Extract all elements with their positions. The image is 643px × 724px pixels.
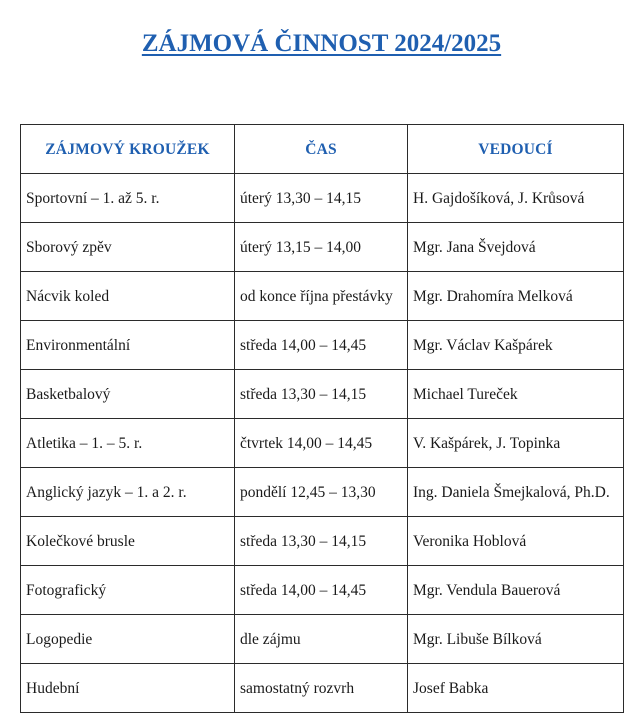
leader-cell: Michael Tureček [408, 370, 624, 419]
time-cell: středa 13,30 – 14,15 [235, 370, 408, 419]
table-row [21, 321, 624, 370]
leader-cell: V. Kašpárek, J. Topinka [408, 419, 624, 468]
time-cell: úterý 13,30 – 14,15 [235, 174, 408, 223]
page-title: ZÁJMOVÁ ČINNOST 2024/2025 [141, 30, 502, 57]
time-cell: středa 14,00 – 14,45 [235, 321, 408, 370]
column-header-time: ČAS [235, 125, 408, 174]
leader-cell: Veronika Hoblová [408, 517, 624, 566]
leader-cell: Josef Babka [408, 664, 624, 713]
table-row [21, 517, 624, 566]
time-cell: od konce října přestávky [235, 272, 408, 321]
time-cell: čtvrtek 14,00 – 14,45 [235, 419, 408, 468]
leader-cell: Mgr. Drahomíra Melková [408, 272, 624, 321]
table-row [21, 419, 624, 468]
table-row [21, 272, 624, 321]
leader-cell: Mgr. Jana Švejdová [408, 223, 624, 272]
column-header-activity: ZÁJMOVÝ KROUŽEK [21, 125, 235, 174]
activity-cell: Nácvik koled [21, 272, 235, 321]
table-row [21, 615, 624, 664]
activity-cell: Kolečkové brusle [21, 517, 235, 566]
activity-cell: Anglický jazyk – 1. a 2. r. [21, 468, 235, 517]
table-header-row [21, 125, 624, 174]
table-row [21, 566, 624, 615]
activity-cell: Fotografický [21, 566, 235, 615]
time-cell: dle zájmu [235, 615, 408, 664]
time-cell: úterý 13,15 – 14,00 [235, 223, 408, 272]
activities-table [20, 124, 624, 713]
leader-cell: H. Gajdošíková, J. Krůsová [408, 174, 624, 223]
leader-cell: Mgr. Václav Kašpárek [408, 321, 624, 370]
leader-cell: Mgr. Vendula Bauerová [408, 566, 624, 615]
table-row [21, 468, 624, 517]
table-row [21, 174, 624, 223]
time-cell: samostatný rozvrh [235, 664, 408, 713]
activity-cell: Environmentální [21, 321, 235, 370]
activity-cell: Atletika – 1. – 5. r. [21, 419, 235, 468]
table-row [21, 370, 624, 419]
activity-cell: Logopedie [21, 615, 235, 664]
activity-cell: Sborový zpěv [21, 223, 235, 272]
leader-cell: Ing. Daniela Šmejkalová, Ph.D. [408, 468, 624, 517]
table-row [21, 664, 624, 713]
activity-cell: Basketbalový [21, 370, 235, 419]
time-cell: středa 13,30 – 14,15 [235, 517, 408, 566]
activity-cell: Hudební [21, 664, 235, 713]
time-cell: pondělí 12,45 – 13,30 [235, 468, 408, 517]
table-row [21, 223, 624, 272]
time-cell: středa 14,00 – 14,45 [235, 566, 408, 615]
column-header-leader: VEDOUCÍ [408, 125, 624, 174]
leader-cell: Mgr. Libuše Bílková [408, 615, 624, 664]
activity-cell: Sportovní – 1. až 5. r. [21, 174, 235, 223]
